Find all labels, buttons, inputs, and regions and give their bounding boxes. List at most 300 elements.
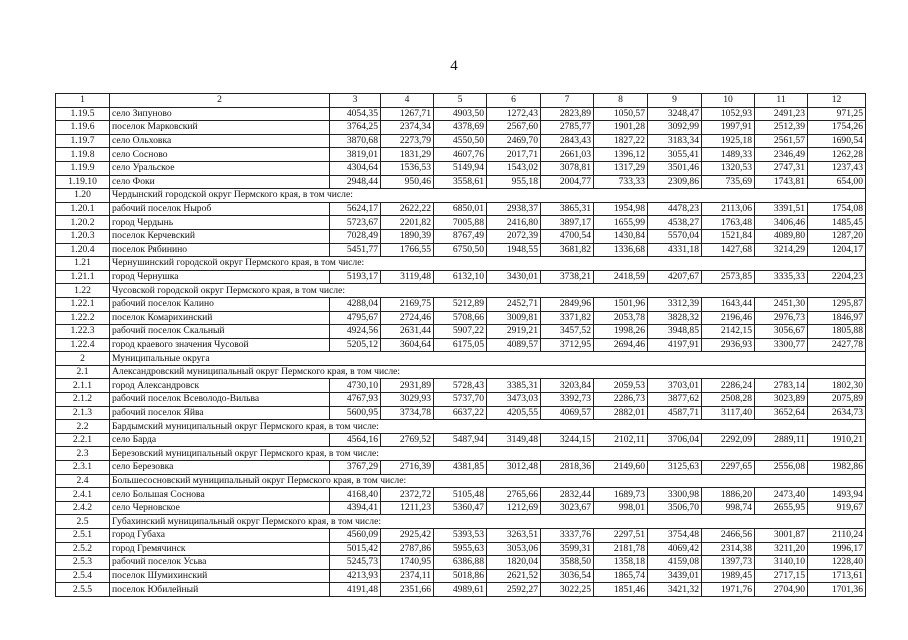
value-cell: 1655,99	[594, 216, 648, 230]
value-cell: 3828,32	[648, 311, 702, 325]
row-code-cell: 2.5.2	[56, 542, 110, 556]
value-cell: 3023,89	[755, 393, 808, 407]
row-code-cell: 1.22.2	[56, 311, 110, 325]
page-number: 4	[450, 58, 458, 74]
settlement-name-cell: поселок Рябинино	[110, 243, 330, 257]
row-code-cell: 1.20.2	[56, 216, 110, 230]
value-cell: 2655,95	[755, 501, 808, 515]
value-cell: 2351,66	[381, 583, 434, 597]
row-code-cell: 1.22.3	[56, 325, 110, 339]
value-cell: 3001,87	[755, 529, 808, 543]
value-cell: 2053,78	[594, 311, 648, 325]
value-cell: 3430,01	[487, 270, 541, 284]
value-cell: 2374,11	[381, 569, 434, 583]
settlement-name-cell: село Уральское	[110, 161, 330, 175]
table-row	[56, 270, 866, 284]
table-row	[56, 393, 866, 407]
value-cell: 5728,43	[434, 379, 487, 393]
value-cell: 2196,46	[702, 311, 755, 325]
settlement-name-cell: село Зипуново	[110, 107, 330, 121]
value-cell: 4989,61	[434, 583, 487, 597]
column-number-cell: 9	[648, 94, 702, 108]
value-cell: 2309,86	[648, 175, 702, 189]
value-cell: 2936,93	[702, 338, 755, 352]
value-cell: 998,74	[702, 501, 755, 515]
value-cell: 3335,33	[755, 270, 808, 284]
settlement-name-cell: город Гремячинск	[110, 542, 330, 556]
group-header-row	[56, 515, 866, 529]
value-cell: 4560,09	[330, 529, 381, 543]
value-cell: 2704,90	[755, 583, 808, 597]
value-cell: 2473,40	[755, 488, 808, 502]
value-cell: 1802,30	[808, 379, 866, 393]
column-number-cell: 11	[755, 94, 808, 108]
column-number-cell: 3	[330, 94, 381, 108]
group-title-cell: Большесосновский муниципальный округ Пермского края, в том числе:	[110, 474, 866, 488]
row-code-cell: 2.5	[56, 515, 110, 529]
group-title-cell: Чердынский городской округ Пермского края, в том числе:	[110, 189, 866, 203]
value-cell: 950,46	[381, 175, 434, 189]
value-cell: 6175,05	[434, 338, 487, 352]
value-cell: 2818,36	[541, 461, 594, 475]
value-cell: 2110,24	[808, 529, 866, 543]
value-cell: 2925,42	[381, 529, 434, 543]
settlement-name-cell: рабочий поселок Яйва	[110, 406, 330, 420]
value-cell: 3506,70	[648, 501, 702, 515]
value-cell: 4089,80	[755, 229, 808, 243]
value-cell: 1766,55	[381, 243, 434, 257]
settlement-name-cell: село Фоки	[110, 175, 330, 189]
value-cell: 5205,12	[330, 338, 381, 352]
value-cell: 4587,71	[648, 406, 702, 420]
settlement-name-cell: поселок Шумихинский	[110, 569, 330, 583]
row-code-cell: 2.1.2	[56, 393, 110, 407]
value-cell: 2142,15	[702, 325, 755, 339]
value-cell: 2849,96	[541, 297, 594, 311]
table-row	[56, 556, 866, 570]
value-cell: 3681,82	[541, 243, 594, 257]
value-cell: 3473,03	[487, 393, 541, 407]
value-cell: 2694,46	[594, 338, 648, 352]
value-cell: 3870,68	[330, 134, 381, 148]
value-cell: 1901,28	[594, 121, 648, 135]
settlement-name-cell: город краевого значения Чусовой	[110, 338, 330, 352]
value-cell: 4394,41	[330, 501, 381, 515]
value-cell: 2102,11	[594, 433, 648, 447]
value-cell: 4478,23	[648, 202, 702, 216]
value-cell: 1228,40	[808, 556, 866, 570]
value-cell: 2017,71	[487, 148, 541, 162]
value-cell: 1754,26	[808, 121, 866, 135]
table-row	[56, 175, 866, 189]
row-code-cell: 2.1.1	[56, 379, 110, 393]
value-cell: 3214,29	[755, 243, 808, 257]
value-cell: 1689,73	[594, 488, 648, 502]
value-cell: 2747,31	[755, 161, 808, 175]
value-cell: 1204,17	[808, 243, 866, 257]
value-cell: 4378,69	[434, 121, 487, 135]
value-cell: 998,01	[594, 501, 648, 515]
value-cell: 2765,66	[487, 488, 541, 502]
value-cell: 3767,29	[330, 461, 381, 475]
value-cell: 1427,68	[702, 243, 755, 257]
value-cell: 2785,77	[541, 121, 594, 135]
settlement-name-cell: поселок Марковский	[110, 121, 330, 135]
value-cell: 3056,67	[755, 325, 808, 339]
column-number-cell: 10	[702, 94, 755, 108]
row-code-cell: 1.19.10	[56, 175, 110, 189]
row-code-cell: 1.20	[56, 189, 110, 203]
row-code-cell: 1.19.7	[56, 134, 110, 148]
value-cell: 4288,04	[330, 297, 381, 311]
value-cell: 733,33	[594, 175, 648, 189]
table-row	[56, 243, 866, 257]
value-cell: 1493,94	[808, 488, 866, 502]
value-cell: 1287,20	[808, 229, 866, 243]
value-cell: 735,69	[702, 175, 755, 189]
value-cell: 2451,30	[755, 297, 808, 311]
group-header-row	[56, 257, 866, 271]
group-title-cell: Губахинский муниципальный округ Пермского края, в том числе:	[110, 515, 866, 529]
row-code-cell: 1.19.8	[56, 148, 110, 162]
value-cell: 1948,55	[487, 243, 541, 257]
row-code-cell: 2.3.1	[56, 461, 110, 475]
group-header-row	[56, 352, 866, 366]
value-cell: 2508,28	[702, 393, 755, 407]
value-cell: 5624,17	[330, 202, 381, 216]
row-code-cell: 2.5.5	[56, 583, 110, 597]
value-cell: 3029,93	[381, 393, 434, 407]
column-number-cell: 1	[56, 94, 110, 108]
group-header-row	[56, 365, 866, 379]
value-cell: 3078,81	[541, 161, 594, 175]
value-cell: 2661,03	[541, 148, 594, 162]
value-cell: 955,18	[487, 175, 541, 189]
value-cell: 4191,48	[330, 583, 381, 597]
value-cell: 1267,71	[381, 107, 434, 121]
settlement-name-cell: город Александровск	[110, 379, 330, 393]
value-cell: 1763,48	[702, 216, 755, 230]
settlement-name-cell: рабочий поселок Всеволодо-Вильва	[110, 393, 330, 407]
value-cell: 6637,22	[434, 406, 487, 420]
value-cell: 2286,73	[594, 393, 648, 407]
value-cell: 3439,01	[648, 569, 702, 583]
value-cell: 1501,96	[594, 297, 648, 311]
table-row	[56, 379, 866, 393]
value-cell: 1262,28	[808, 148, 866, 162]
value-cell: 3012,48	[487, 461, 541, 475]
value-cell: 3501,46	[648, 161, 702, 175]
value-cell: 1997,91	[702, 121, 755, 135]
row-code-cell: 2.2	[56, 420, 110, 434]
value-cell: 2622,22	[381, 202, 434, 216]
value-cell: 4538,27	[648, 216, 702, 230]
value-cell: 5193,17	[330, 270, 381, 284]
settlement-name-cell: рабочий поселок Калино	[110, 297, 330, 311]
table-row	[56, 161, 866, 175]
value-cell: 2769,52	[381, 433, 434, 447]
value-cell: 3300,98	[648, 488, 702, 502]
group-title-cell: Чусовской городской округ Пермского края, в том числе:	[110, 284, 866, 298]
value-cell: 6750,50	[434, 243, 487, 257]
value-cell: 2201,82	[381, 216, 434, 230]
value-cell: 5907,22	[434, 325, 487, 339]
value-cell: 1831,29	[381, 148, 434, 162]
column-number-cell: 7	[541, 94, 594, 108]
value-cell: 2149,60	[594, 461, 648, 475]
value-cell: 2346,49	[755, 148, 808, 162]
value-cell: 3055,41	[648, 148, 702, 162]
value-cell: 3652,64	[755, 406, 808, 420]
value-cell: 3036,54	[541, 569, 594, 583]
value-cell: 1272,43	[487, 107, 541, 121]
value-cell: 4795,67	[330, 311, 381, 325]
value-cell: 654,00	[808, 175, 866, 189]
value-cell: 5105,48	[434, 488, 487, 502]
value-cell: 3183,34	[648, 134, 702, 148]
table-row	[56, 406, 866, 420]
settlement-name-cell: поселок Комарихинский	[110, 311, 330, 325]
settlement-name-cell: рабочий поселок Усьва	[110, 556, 330, 570]
value-cell: 3754,48	[648, 529, 702, 543]
value-cell: 2181,78	[594, 542, 648, 556]
group-header-row	[56, 189, 866, 203]
value-cell: 1754,08	[808, 202, 866, 216]
row-code-cell: 2.5.4	[56, 569, 110, 583]
table-row	[56, 461, 866, 475]
value-cell: 2314,38	[702, 542, 755, 556]
settlement-name-cell: рабочий поселок Скальный	[110, 325, 330, 339]
value-cell: 2372,72	[381, 488, 434, 502]
value-cell: 1521,84	[702, 229, 755, 243]
table-row	[56, 569, 866, 583]
value-cell: 4700,54	[541, 229, 594, 243]
value-cell: 3897,17	[541, 216, 594, 230]
value-cell: 2469,70	[487, 134, 541, 148]
value-cell: 2976,73	[755, 311, 808, 325]
value-cell: 3022,25	[541, 583, 594, 597]
value-cell: 3703,01	[648, 379, 702, 393]
value-cell: 1827,22	[594, 134, 648, 148]
value-cell: 2938,37	[487, 202, 541, 216]
settlement-name-cell: город Чердынь	[110, 216, 330, 230]
value-cell: 3337,76	[541, 529, 594, 543]
group-title-cell: Бардымский муниципальный округ Пермского края, в том числе:	[110, 420, 866, 434]
table-row	[56, 107, 866, 121]
value-cell: 5245,73	[330, 556, 381, 570]
value-cell: 1485,45	[808, 216, 866, 230]
row-code-cell: 1.20.1	[56, 202, 110, 216]
group-title-cell: Березовский муниципальный округ Пермского края, в том числе:	[110, 447, 866, 461]
value-cell: 3457,52	[541, 325, 594, 339]
value-cell: 4381,85	[434, 461, 487, 475]
settlement-name-cell: село Сосново	[110, 148, 330, 162]
value-cell: 4089,57	[487, 338, 541, 352]
value-cell: 5487,94	[434, 433, 487, 447]
value-cell: 3092,99	[648, 121, 702, 135]
value-cell: 5723,67	[330, 216, 381, 230]
group-title-cell: Муниципальные округа	[110, 352, 866, 366]
value-cell: 3300,77	[755, 338, 808, 352]
settlement-name-cell: город Чернушка	[110, 270, 330, 284]
value-cell: 5015,42	[330, 542, 381, 556]
value-cell: 3599,31	[541, 542, 594, 556]
row-code-cell: 1.22.1	[56, 297, 110, 311]
value-cell: 1212,69	[487, 501, 541, 515]
value-cell: 1925,18	[702, 134, 755, 148]
value-cell: 4054,35	[330, 107, 381, 121]
value-cell: 3312,39	[648, 297, 702, 311]
column-number-row	[56, 94, 866, 108]
value-cell: 1713,61	[808, 569, 866, 583]
value-cell: 3764,25	[330, 121, 381, 135]
value-cell: 5018,86	[434, 569, 487, 583]
value-cell: 3023,67	[541, 501, 594, 515]
value-cell: 2418,59	[594, 270, 648, 284]
table-row	[56, 121, 866, 135]
value-cell: 4069,57	[541, 406, 594, 420]
value-cell: 3738,21	[541, 270, 594, 284]
value-cell: 3819,01	[330, 148, 381, 162]
table-row	[56, 325, 866, 339]
table-row	[56, 583, 866, 597]
settlement-name-cell: поселок Керчевский	[110, 229, 330, 243]
value-cell: 4205,55	[487, 406, 541, 420]
group-header-row	[56, 447, 866, 461]
value-cell: 1996,17	[808, 542, 866, 556]
row-code-cell: 1.19.9	[56, 161, 110, 175]
value-cell: 919,67	[808, 501, 866, 515]
value-cell: 1320,53	[702, 161, 755, 175]
value-cell: 2374,34	[381, 121, 434, 135]
value-cell: 3263,51	[487, 529, 541, 543]
value-cell: 5600,95	[330, 406, 381, 420]
group-title-cell: Чернушинский городской округ Пермского края, в том числе:	[110, 257, 866, 271]
column-number-cell: 8	[594, 94, 648, 108]
settlement-name-cell: город Губаха	[110, 529, 330, 543]
table-row	[56, 202, 866, 216]
value-cell: 2592,27	[487, 583, 541, 597]
value-cell: 3248,47	[648, 107, 702, 121]
column-number-cell: 5	[434, 94, 487, 108]
value-cell: 2075,89	[808, 393, 866, 407]
row-code-cell: 2.4.1	[56, 488, 110, 502]
value-cell: 1643,44	[702, 297, 755, 311]
value-cell: 2832,44	[541, 488, 594, 502]
table-row	[56, 297, 866, 311]
value-cell: 4159,08	[648, 556, 702, 570]
value-cell: 2716,39	[381, 461, 434, 475]
row-code-cell: 1.20.4	[56, 243, 110, 257]
value-cell: 2948,44	[330, 175, 381, 189]
value-cell: 1052,93	[702, 107, 755, 121]
row-code-cell: 2.1.3	[56, 406, 110, 420]
value-cell: 2634,73	[808, 406, 866, 420]
column-number-cell: 6	[487, 94, 541, 108]
value-cell: 2787,86	[381, 542, 434, 556]
value-cell: 3053,06	[487, 542, 541, 556]
row-code-cell: 2.1	[56, 365, 110, 379]
group-header-row	[56, 284, 866, 298]
value-cell: 1336,68	[594, 243, 648, 257]
value-cell: 1489,33	[702, 148, 755, 162]
value-cell: 6850,01	[434, 202, 487, 216]
value-cell: 2573,85	[702, 270, 755, 284]
value-cell: 2297,65	[702, 461, 755, 475]
value-cell: 1211,23	[381, 501, 434, 515]
value-cell: 2427,78	[808, 338, 866, 352]
value-cell: 2204,23	[808, 270, 866, 284]
value-cell: 2783,14	[755, 379, 808, 393]
value-cell: 1397,73	[702, 556, 755, 570]
value-cell: 2919,21	[487, 325, 541, 339]
value-cell: 1743,81	[755, 175, 808, 189]
value-cell: 4607,76	[434, 148, 487, 162]
value-cell: 2059,53	[594, 379, 648, 393]
value-cell: 1536,53	[381, 161, 434, 175]
value-cell: 2273,79	[381, 134, 434, 148]
value-cell: 3712,95	[541, 338, 594, 352]
value-cell: 5737,70	[434, 393, 487, 407]
value-cell: 5393,53	[434, 529, 487, 543]
value-cell: 1358,18	[594, 556, 648, 570]
row-code-cell: 1.19.6	[56, 121, 110, 135]
value-cell: 1886,20	[702, 488, 755, 502]
value-cell: 2931,89	[381, 379, 434, 393]
value-cell: 3392,73	[541, 393, 594, 407]
value-cell: 4197,91	[648, 338, 702, 352]
value-cell: 2512,39	[755, 121, 808, 135]
table-row	[56, 216, 866, 230]
value-cell: 2452,71	[487, 297, 541, 311]
value-cell: 4207,67	[648, 270, 702, 284]
settlement-name-cell: рабочий поселок Ныроб	[110, 202, 330, 216]
value-cell: 3140,10	[755, 556, 808, 570]
row-code-cell: 1.19.5	[56, 107, 110, 121]
settlement-name-cell: село Черновское	[110, 501, 330, 515]
value-cell: 1989,45	[702, 569, 755, 583]
value-cell: 1910,21	[808, 433, 866, 447]
value-cell: 4564,16	[330, 433, 381, 447]
tariff-table	[55, 93, 866, 597]
value-cell: 3706,04	[648, 433, 702, 447]
table-row	[56, 311, 866, 325]
value-cell: 2297,51	[594, 529, 648, 543]
settlement-name-cell: село Барда	[110, 433, 330, 447]
value-cell: 3117,40	[702, 406, 755, 420]
value-cell: 3948,85	[648, 325, 702, 339]
value-cell: 5955,63	[434, 542, 487, 556]
row-code-cell: 2	[56, 352, 110, 366]
value-cell: 3877,62	[648, 393, 702, 407]
value-cell: 2416,80	[487, 216, 541, 230]
row-code-cell: 2.5.1	[56, 529, 110, 543]
value-cell: 2724,46	[381, 311, 434, 325]
value-cell: 4767,93	[330, 393, 381, 407]
table-row	[56, 542, 866, 556]
value-cell: 1740,95	[381, 556, 434, 570]
value-cell: 4550,50	[434, 134, 487, 148]
value-cell: 1998,26	[594, 325, 648, 339]
row-code-cell: 2.2.1	[56, 433, 110, 447]
group-header-row	[56, 474, 866, 488]
column-number-cell: 2	[110, 94, 330, 108]
table-row	[56, 433, 866, 447]
table-row	[56, 134, 866, 148]
value-cell: 2072,39	[487, 229, 541, 243]
value-cell: 2631,44	[381, 325, 434, 339]
table-row	[56, 148, 866, 162]
